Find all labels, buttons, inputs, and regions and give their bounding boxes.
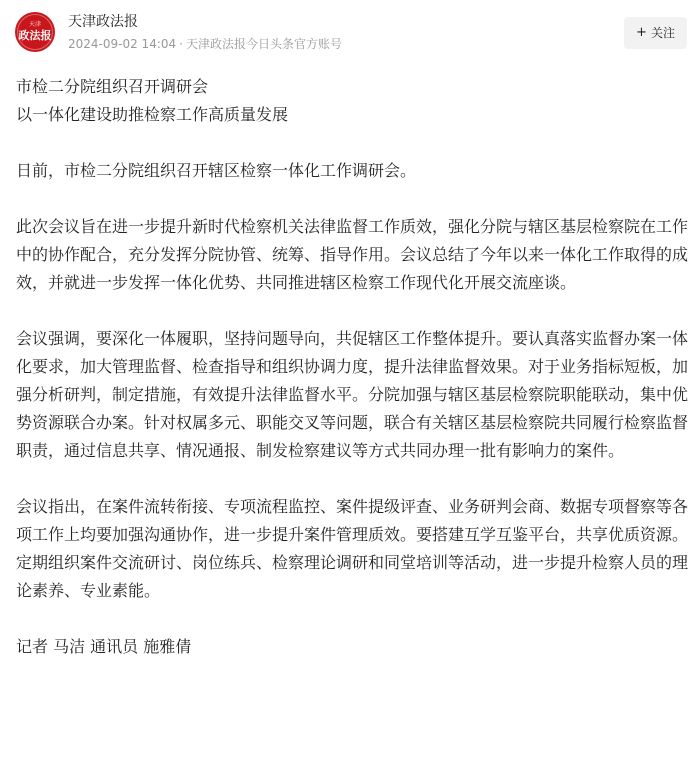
avatar-logo-line1: 天津 [28, 21, 41, 28]
author-avatar[interactable] [15, 12, 55, 52]
publish-time: 2024-09-02 14:04 [68, 37, 177, 51]
plus-icon: + [636, 25, 647, 40]
follow-button[interactable] [624, 17, 687, 49]
meta-separator: · [179, 37, 183, 51]
author-name[interactable]: 天津政法报 [68, 14, 138, 30]
article-paragraph: 会议强调，要深化一体履职，坚持问题导向，共促辖区工作整体提升。要认真落实监督办案一体化要求，加大管理监督、检查指导和组织协调力度，提升法律监督效果。对于业务指标短板，加强分析研判，制定措施，有效提升法律监督水平。分院加强与辖区基层检察院职能联动，集中优势资源联合办案。针对权属多元、职能交叉等问题，联合有关辖区基层检察院共同履行检察监督职责，通过信息共享、情况通报、制发检察建议等方式共同办理一批有影响力的案件。 [16, 329, 689, 460]
article-title-line1: 市检二分院组织召开调研会 [16, 77, 209, 96]
avatar-logo-line2: 政法报 [18, 29, 52, 42]
article-byline: 记者 马洁 通讯员 施雅倩 [16, 637, 192, 656]
article-header [0, 0, 700, 66]
article-paragraph: 会议指出，在案件流转衔接、专项流程监控、案件提级评查、业务研判会商、数据专项督察等各项工作上均要加强沟通协作，进一步提升案件管理质效。要搭建互学互鉴平台，共享优质资源。定期组织案件交流研讨、岗位练兵、检察理论调研和同堂培训等活动，进一步提升检察人员的理论素养、专业素能。 [16, 497, 689, 600]
follow-button-label: 关注 [650, 26, 675, 40]
article-meta [68, 35, 342, 53]
avatar-ring-decoration [17, 14, 53, 50]
account-label: 天津政法报今日头条官方账号 [185, 37, 342, 51]
article-body [16, 73, 688, 661]
article-paragraph: 此次会议旨在进一步提升新时代检察机关法律监督工作质效，强化分院与辖区基层检察院在工作中的协作配合，充分发挥分院协管、统筹、指导作用。会议总结了今年以来一体化工作取得的成效，并就进一步发挥一体化优势、共同推进辖区检察工作现代化开展交流座谈。 [16, 217, 689, 292]
article-title-line2: 以一体化建设助推检察工作高质量发展 [16, 105, 289, 124]
article-paragraph: 日前，市检二分院组织召开辖区检察一体化工作调研会。 [16, 161, 417, 180]
